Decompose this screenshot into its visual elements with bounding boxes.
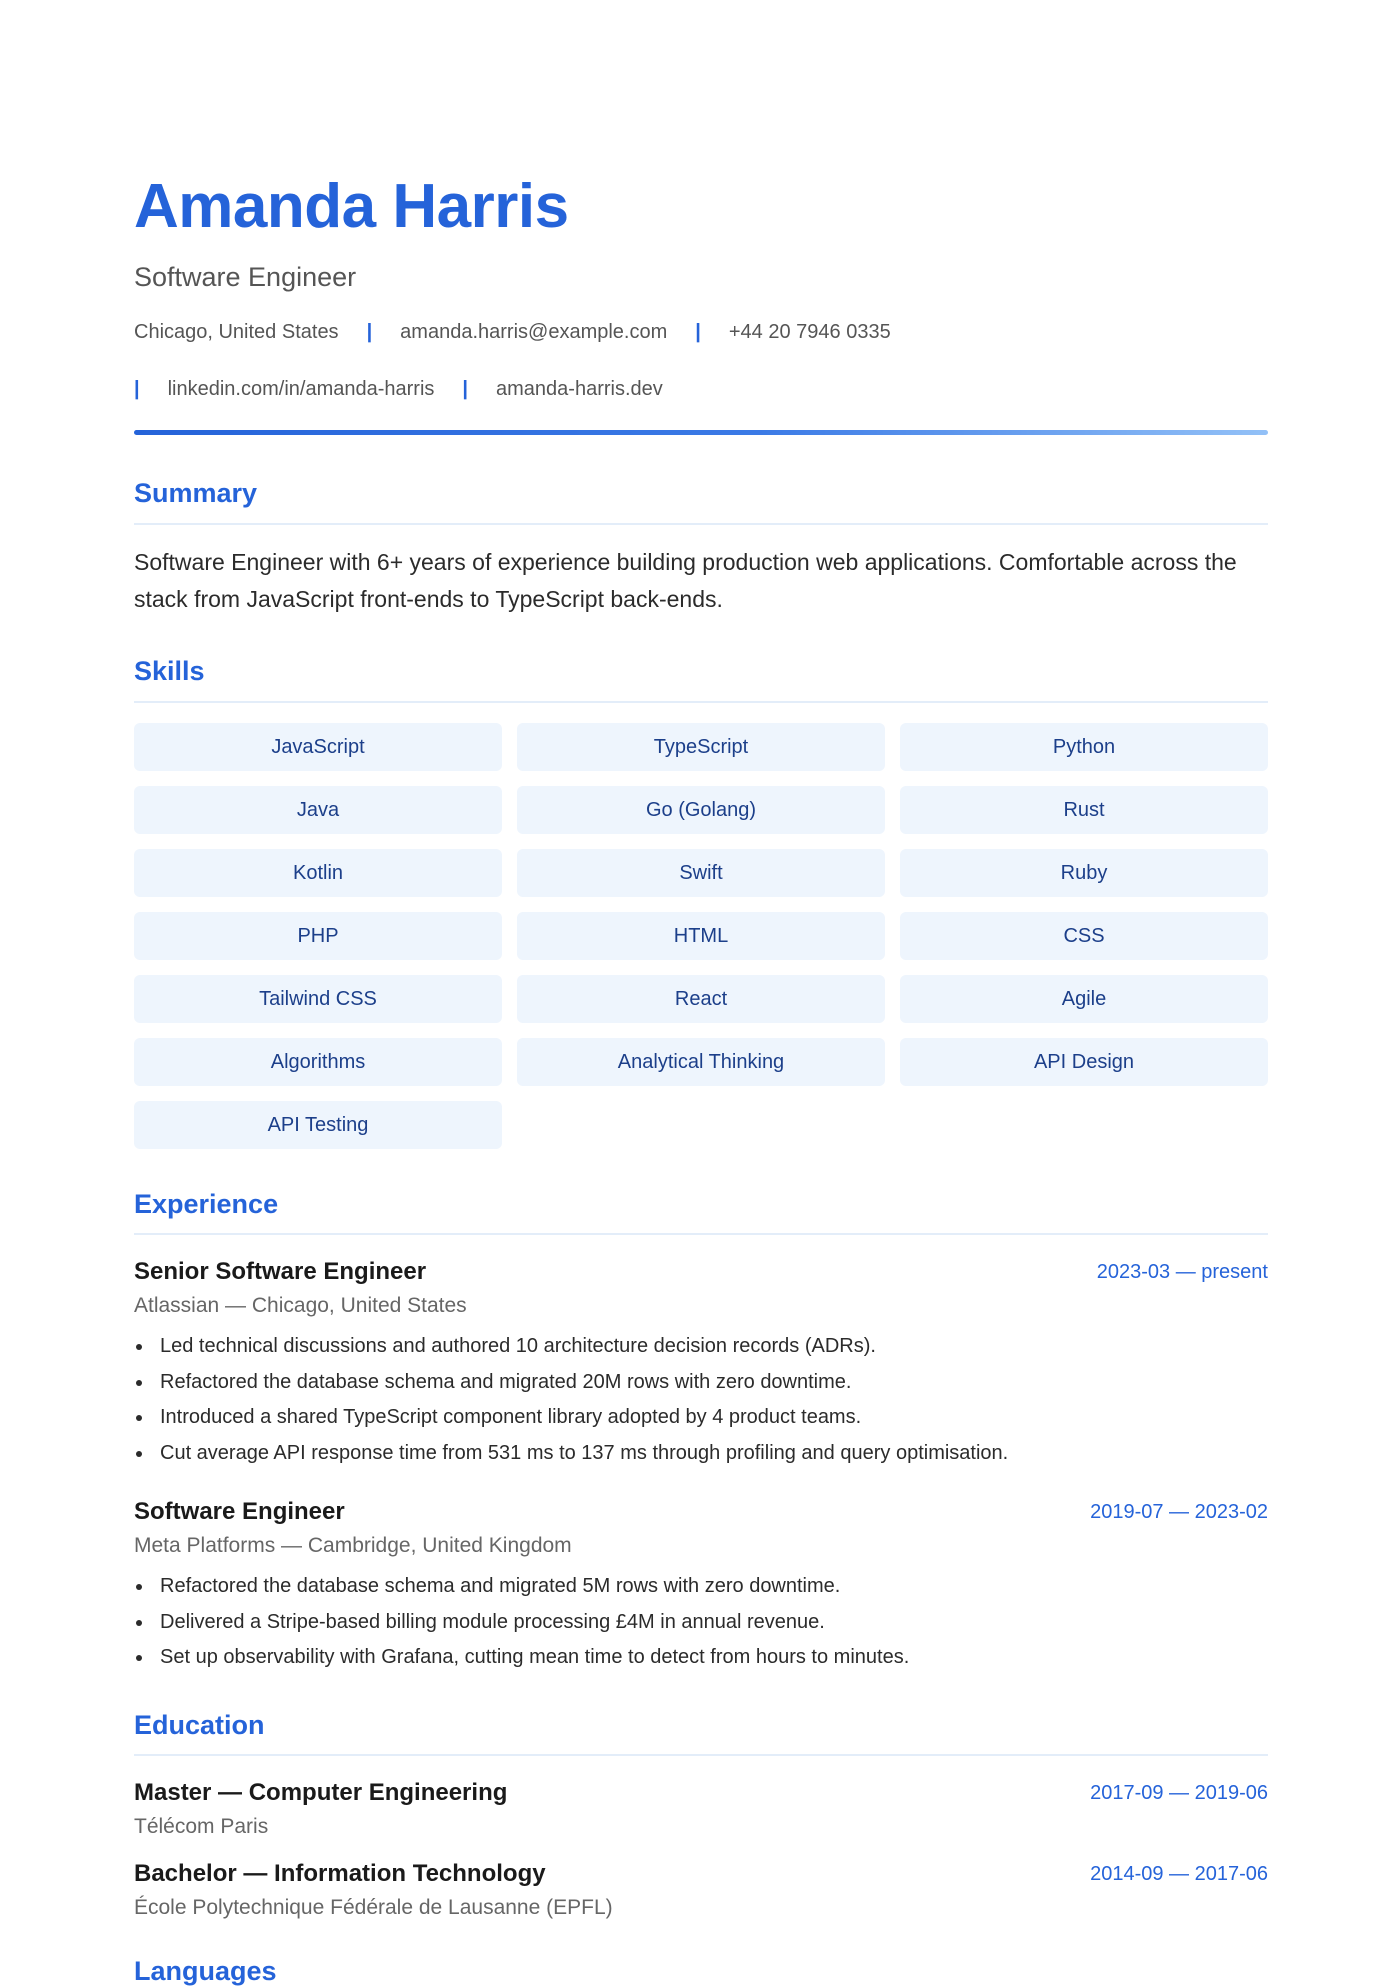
skill-chip: API Design bbox=[900, 1038, 1268, 1086]
contact-linkedin[interactable]: linkedin.com/in/amanda-harris bbox=[167, 377, 435, 400]
skill-chip: Analytical Thinking bbox=[517, 1038, 885, 1086]
skill-chip: Rust bbox=[900, 786, 1268, 834]
header-divider bbox=[134, 430, 1268, 435]
section-title-languages: Languages bbox=[134, 1956, 277, 1986]
education-school: École Polytechnique Fédérale de Lausanne (EPFL) bbox=[134, 1896, 613, 1919]
job-bullet: Introduced a shared TypeScript component library adopted by 4 product teams. bbox=[134, 1400, 1268, 1436]
candidate-name: Amanda Harris bbox=[134, 172, 569, 241]
job-title: Senior Software Engineer bbox=[134, 1258, 427, 1285]
job-bullet: Set up observability with Grafana, cutting mean time to detect from hours to minutes. bbox=[134, 1640, 1268, 1676]
section-title-skills: Skills bbox=[134, 656, 205, 686]
skill-chip: Java bbox=[134, 786, 502, 834]
contact-website[interactable]: amanda-harris.dev bbox=[496, 377, 663, 400]
contact-row-primary bbox=[134, 318, 891, 345]
skill-chip: Tailwind CSS bbox=[134, 975, 502, 1023]
contact-separator: | bbox=[695, 320, 701, 343]
contact-location: Chicago, United States bbox=[134, 320, 339, 343]
education-school: Télécom Paris bbox=[134, 1815, 269, 1838]
skill-chip: HTML bbox=[517, 912, 885, 960]
section-divider bbox=[134, 1233, 1268, 1235]
skill-chip: Agile bbox=[900, 975, 1268, 1023]
job-organization: Atlassian — Chicago, United States bbox=[134, 1294, 467, 1317]
section-divider bbox=[134, 1754, 1268, 1756]
job-dates: 2023-03 — present bbox=[1096, 1261, 1268, 1283]
job-bullet: Led technical discussions and authored 10 architecture decision records (ADRs). bbox=[134, 1329, 1268, 1365]
skill-chip: React bbox=[517, 975, 885, 1023]
contact-email[interactable]: amanda.harris@example.com bbox=[400, 320, 668, 343]
skill-chip: Ruby bbox=[900, 849, 1268, 897]
summary-text: Software Engineer with 6+ years of experience building production web applications. Comfortable across the stack from JavaScript front-ends to TypeScript back-ends. bbox=[134, 549, 1237, 612]
section-title-experience: Experience bbox=[134, 1189, 279, 1219]
skills-grid bbox=[134, 723, 1268, 1149]
education-degree: Master — Computer Engineering bbox=[134, 1779, 508, 1806]
section-title-summary: Summary bbox=[134, 478, 258, 508]
education-dates: 2017-09 — 2019-06 bbox=[1090, 1782, 1268, 1804]
job-organization: Meta Platforms — Cambridge, United Kingdom bbox=[134, 1534, 572, 1557]
skill-chip: Go (Golang) bbox=[517, 786, 885, 834]
skill-chip: Swift bbox=[517, 849, 885, 897]
contact-separator: | bbox=[366, 320, 373, 343]
skill-chip: Kotlin bbox=[134, 849, 502, 897]
education-degree: Bachelor — Information Technology bbox=[134, 1860, 546, 1887]
skill-chip: JavaScript bbox=[134, 723, 502, 771]
job-bullet: Delivered a Stripe-based billing module processing £4M in annual revenue. bbox=[134, 1605, 1268, 1641]
contact-separator: | bbox=[462, 377, 469, 400]
contact-separator: | bbox=[134, 377, 140, 400]
contact-phone[interactable]: +44 20 7946 0335 bbox=[728, 320, 891, 343]
section-divider bbox=[134, 701, 1268, 703]
job-bullets bbox=[134, 1329, 1268, 1471]
section-title-education: Education bbox=[134, 1710, 265, 1740]
skill-chip: TypeScript bbox=[517, 723, 885, 771]
job-bullet: Refactored the database schema and migrated 5M rows with zero downtime. bbox=[134, 1569, 1268, 1605]
skill-chip: PHP bbox=[134, 912, 502, 960]
education-dates: 2014-09 — 2017-06 bbox=[1090, 1863, 1268, 1885]
section-divider bbox=[134, 523, 1268, 525]
job-bullet: Cut average API response time from 531 ms to 137 ms through profiling and query optimisation. bbox=[134, 1436, 1268, 1472]
contact-row-secondary bbox=[134, 375, 663, 402]
job-title: Software Engineer bbox=[134, 1498, 345, 1525]
skill-chip: API Testing bbox=[134, 1101, 502, 1149]
job-bullet: Refactored the database schema and migrated 20M rows with zero downtime. bbox=[134, 1365, 1268, 1401]
skill-chip: CSS bbox=[900, 912, 1268, 960]
skill-chip: Algorithms bbox=[134, 1038, 502, 1086]
job-bullets bbox=[134, 1569, 1268, 1676]
job-dates: 2019-07 — 2023-02 bbox=[1090, 1501, 1268, 1523]
candidate-role: Software Engineer bbox=[134, 262, 357, 292]
skill-chip: Python bbox=[900, 723, 1268, 771]
